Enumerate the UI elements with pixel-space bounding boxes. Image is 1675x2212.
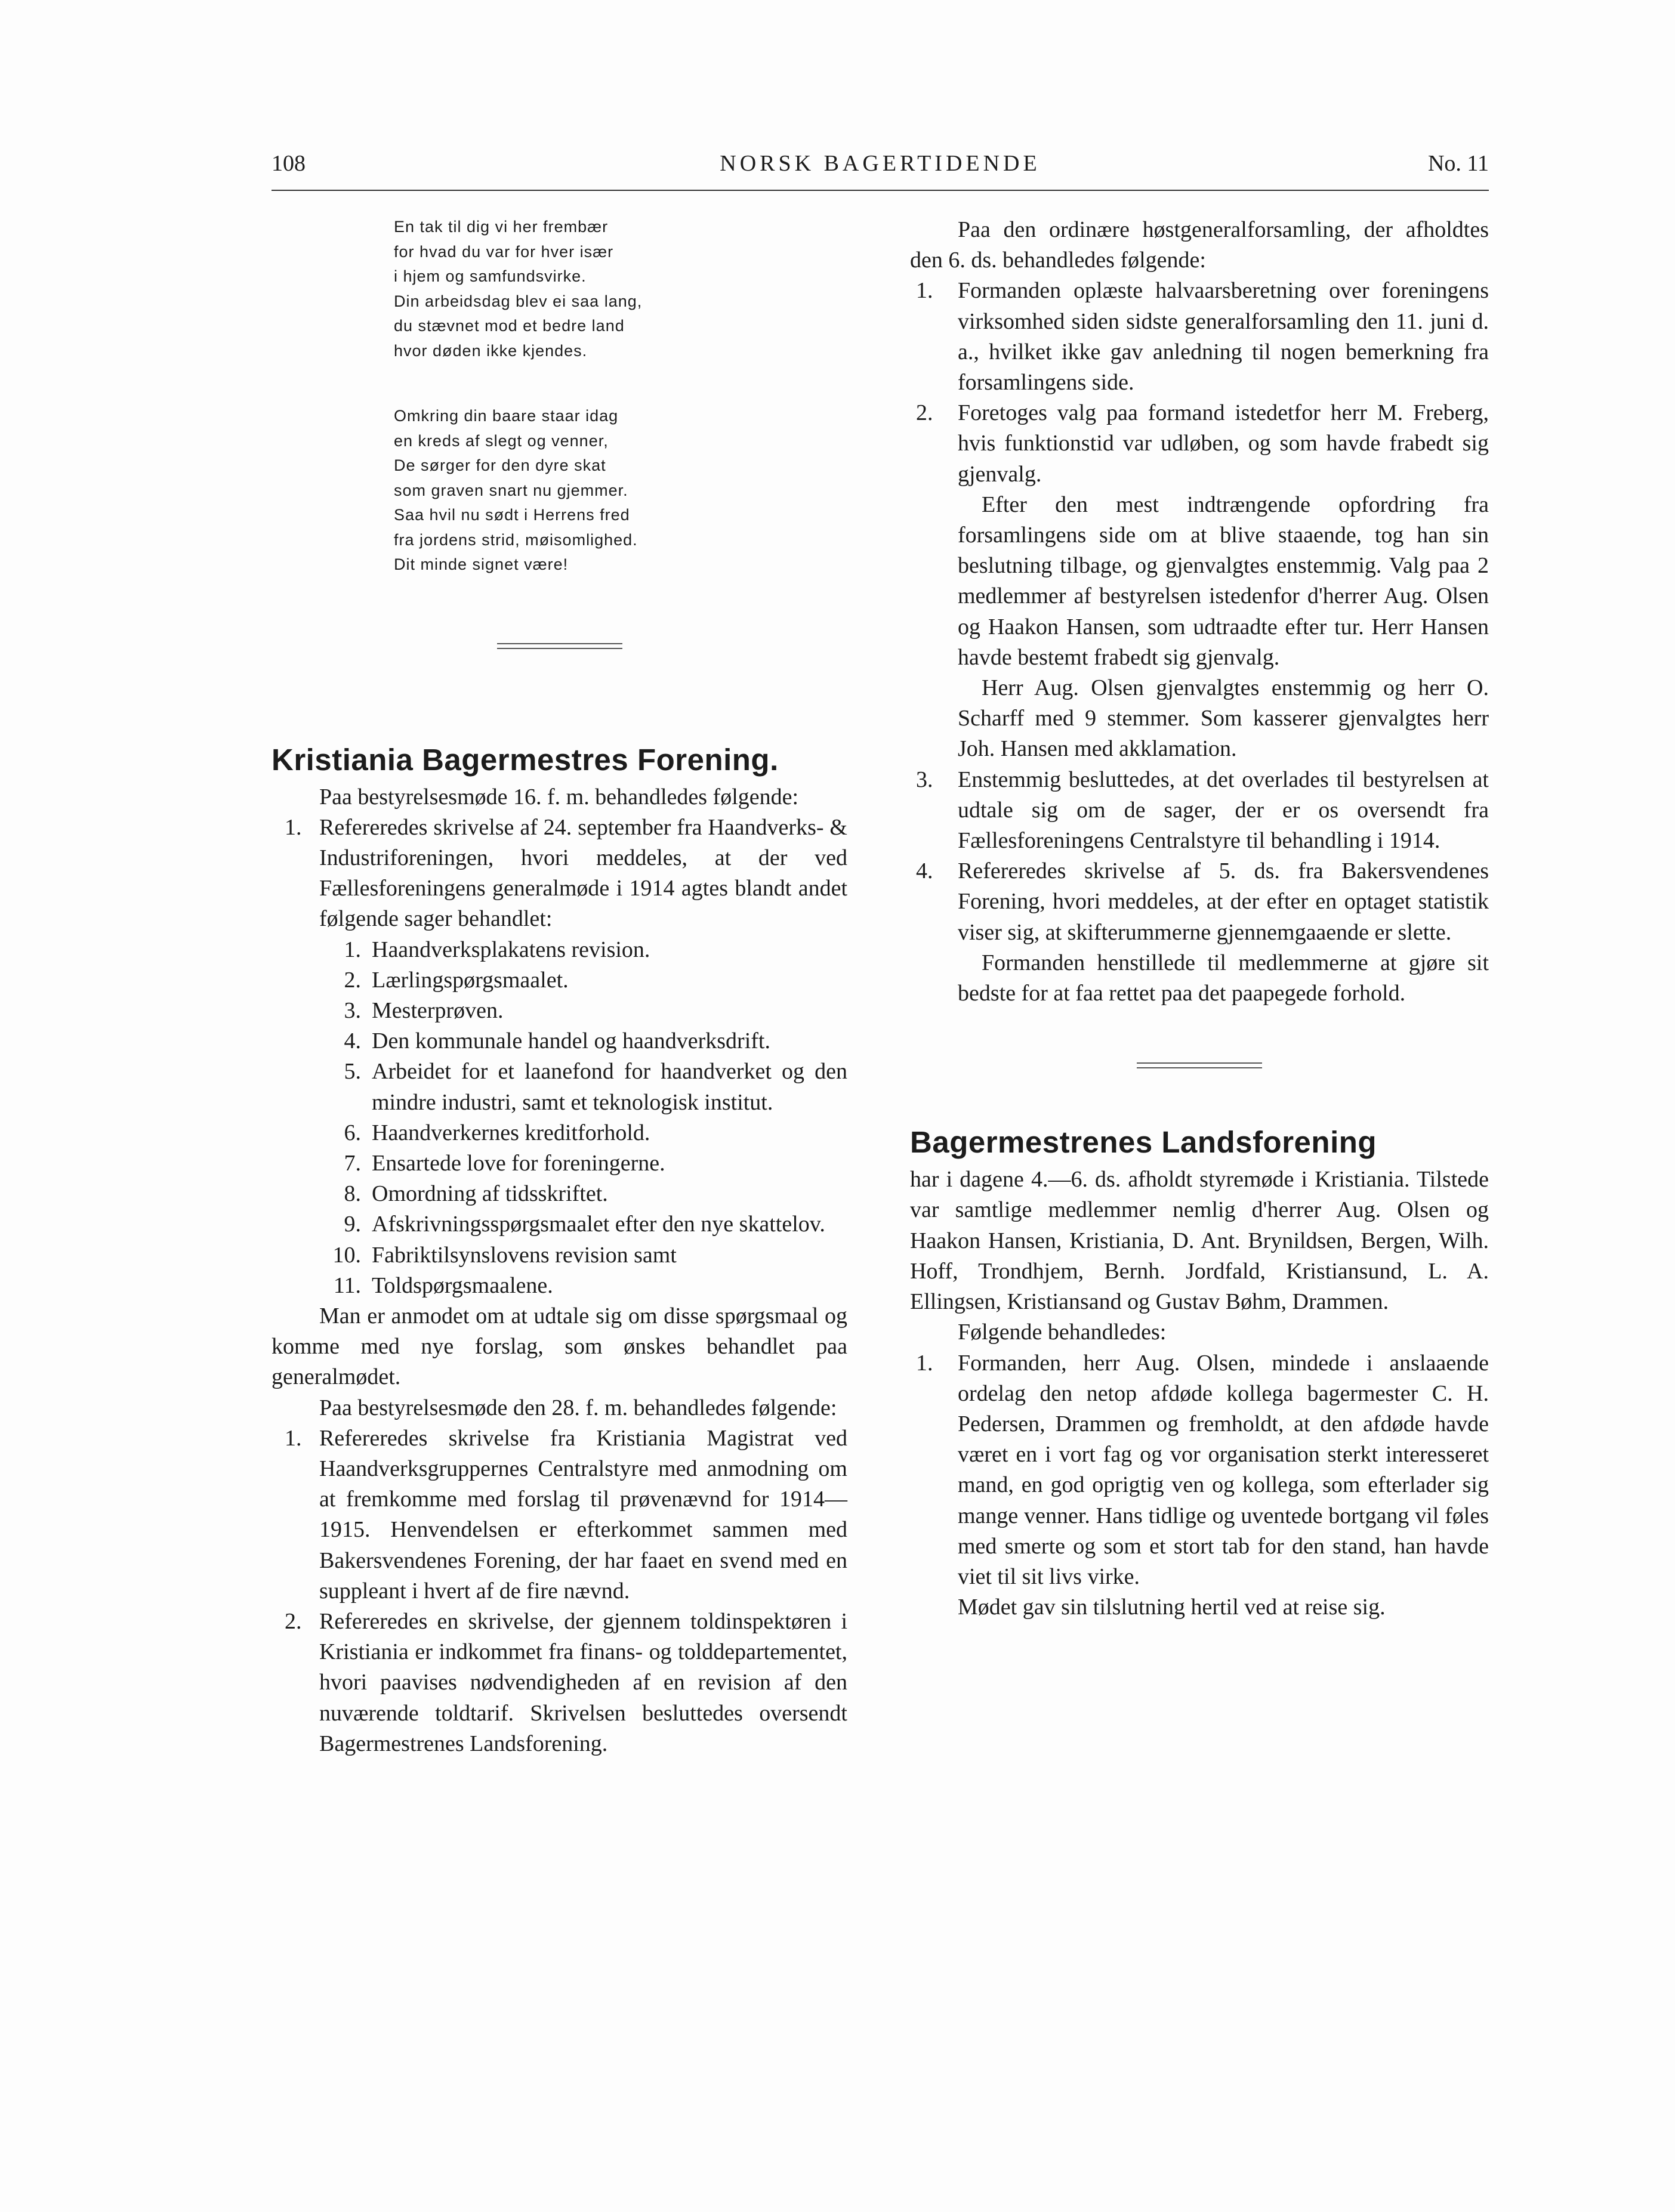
poem-stanza-2	[394, 404, 847, 577]
page-header	[272, 150, 1489, 186]
item-number: 1.	[344, 937, 361, 962]
sub-list-item	[272, 935, 847, 965]
list-item-continued	[910, 948, 1489, 1009]
list-item-continued	[910, 490, 1489, 765]
item-text: Fabriktilsynslovens revision samt	[372, 1242, 677, 1268]
poem-line: Dit minde signet være!	[394, 555, 569, 573]
item-number: 9.	[344, 1212, 361, 1237]
item-text: Haandverksplakatens revision.	[372, 937, 650, 962]
article-heading: Kristiania Bagermestres Forening.	[272, 742, 779, 777]
article-body	[272, 782, 847, 1760]
paragraph: Paa bestyrelsesmøde den 28. f. m. behandledes følgende:	[319, 1395, 837, 1420]
paragraph: Paa den ordinære høstgeneralforsamling, der afholdtes den 6. ds. behandledes følgende:	[910, 217, 1489, 273]
sub-list-item	[272, 1148, 847, 1179]
sub-list-item	[272, 1209, 847, 1240]
paragraph: Paa bestyrelsesmøde 16. f. m. behandledes følgende:	[319, 784, 799, 810]
item-text: Formanden, herr Aug. Olsen, mindede i anslaaende ordelag den netop afdøde kollega bagermester C. H. Pedersen, Drammen og fremholdt, at den afdøde havde været en i vort fag og vor organisation sterkt interesseret mand, en god oprigtig ven og kollega, som efterlader sig mange venner. Hans tidlige og uventede bortgang vil føles med smerte og som et stort tab for den stand, han havde viet til sit livs virke.	[958, 1350, 1489, 1589]
paragraph: Mødet gav sin tilslutning hertil ved at reise sig.	[958, 1595, 1386, 1620]
list-item	[910, 398, 1489, 490]
poem-line: som graven snart nu gjemmer.	[394, 481, 628, 499]
item-text: Foretoges valg paa formand istedetfor herr M. Freberg, hvis funktionstid var udløben, og som havde frabedt sig gjenvalg.	[958, 400, 1489, 487]
poem-line: En tak til dig vi her frembær	[394, 218, 609, 236]
poem-line: fra jordens strid, møisomlighed.	[394, 530, 638, 549]
item-number: 1.	[285, 1425, 302, 1451]
section-divider	[1137, 1062, 1262, 1071]
poem-line: en kreds af slegt og venner,	[394, 431, 609, 450]
item-number: 1.	[916, 1350, 933, 1376]
article-body	[910, 215, 1489, 1009]
journal-title: NORSK BAGERTIDENDE	[720, 151, 1041, 176]
poem	[394, 215, 847, 577]
item-number: 4.	[916, 858, 933, 884]
paragraph: Efter den mest indtrængende opfordring fra forsamlingens side om at blive staaende, tog han sin beslutning tilbage, og gjenvalgtes enstemmig. Valg paa 2 medlemmer af bestyrelsen istedenfor d'herrer Aug. Olsen og Haakon Hansen, som udtraadte efter tur. Herr Hansen havde bestemt frabedt sig gjenvalg.	[958, 492, 1489, 670]
item-number: 11.	[333, 1272, 361, 1298]
item-text: Refereredes skrivelse af 5. ds. fra Bakersvendenes Forening, hvori meddeles, at der efter en optaget statistik viser sig, at skifterummerne gjennemgaaende er slette.	[958, 858, 1489, 945]
item-text: Formanden oplæste halvaarsberetning over foreningens virksomhed siden sidste generalforsamling den 11. juni d. a., hvilket ikke gav anledning til nogen bemerkning fra forsamlingens side.	[958, 278, 1489, 396]
sub-list-item	[272, 1026, 847, 1056]
poem-line: Omkring din baare staar idag	[394, 407, 619, 425]
article-heading: Bagermestrenes Landsforening	[910, 1125, 1377, 1160]
item-number: 8.	[344, 1181, 361, 1207]
list-item	[272, 812, 847, 935]
list-item	[910, 276, 1489, 398]
poem-line: du stævnet mod et bedre land	[394, 317, 625, 335]
item-text: Enstemmig besluttedes, at det overlades til bestyrelsen at udtale sig om de sager, der er os oversendt fra Fællesforeningens Centralstyre til behandling i 1914.	[958, 767, 1489, 854]
sub-list-item	[272, 965, 847, 996]
item-number: 1.	[285, 814, 302, 840]
item-text: Haandverkernes kreditforhold.	[372, 1120, 650, 1145]
item-number: 1.	[916, 278, 933, 304]
item-text: Ensartede love for foreningerne.	[372, 1150, 665, 1176]
item-number: 2.	[916, 400, 933, 426]
poem-line: hvor døden ikke kjendes.	[394, 341, 588, 360]
item-number: 3.	[344, 997, 361, 1023]
item-text: Toldspørgsmaalene.	[372, 1272, 553, 1298]
item-number: 2.	[285, 1608, 302, 1634]
item-text: Mesterprøven.	[372, 997, 504, 1023]
item-number: 5.	[344, 1059, 361, 1085]
sub-list-item	[272, 1056, 847, 1117]
sub-list-item	[272, 996, 847, 1026]
paragraph: Herr Aug. Olsen gjenvalgtes enstemmig og herr O. Scharff med 9 stemmer. Som kasserer gjenvalgtes herr Joh. Hansen med akklamation.	[958, 675, 1489, 762]
item-text: Omordning af tidsskriftet.	[372, 1181, 608, 1207]
poem-stanza-1	[394, 215, 847, 363]
page-number: 108	[272, 151, 306, 176]
sub-list-item	[272, 1240, 847, 1271]
left-column	[272, 215, 847, 1759]
sub-list-item	[272, 1118, 847, 1148]
poem-line: i hjem og samfundsvirke.	[394, 267, 587, 285]
paragraph: Formanden henstillede til medlemmerne at gjøre sit bedste for at faa rettet paa det paapegede forhold.	[958, 950, 1489, 1006]
list-item	[272, 1423, 847, 1607]
item-number: 7.	[344, 1150, 361, 1176]
item-number: 3.	[916, 767, 933, 792]
list-item	[910, 1348, 1489, 1593]
list-item	[272, 1607, 847, 1759]
poem-line: De sørger for den dyre skat	[394, 456, 606, 474]
item-text: Afskrivningsspørgsmaalet efter den nye skattelov.	[372, 1212, 825, 1237]
item-text: Refereredes en skrivelse, der gjennem toldinspektøren i Kristiania er indkommet fra finans- og tolddepartementet, hvori paavises nødvendigheden af en revision af den nuværende toldtarif. Skrivelsen besluttedes oversendt Bagermestrenes Landsforening.	[319, 1608, 847, 1756]
list-item	[910, 765, 1489, 857]
right-column	[910, 215, 1489, 1623]
paragraph: Følgende behandledes:	[958, 1320, 1167, 1345]
paragraph: har i dagene 4.—6. ds. afholdt styremøde i Kristiania. Tilstede var samtlige medlemmer nemlig d'herrer Aug. Olsen og Haakon Hansen, Kristiania, D. Ant. Brynildsen, Bergen, Wilh. Hoff, Trondhjem, Bernh. Jordfald, Kristiansund, L. A. Ellingsen, Kristiansand og Gustav Bøhm, Drammen.	[910, 1167, 1489, 1315]
paragraph: Man er anmodet om at udtale sig om disse spørgsmaal og komme med nye forslag, som ønskes behandlet paa generalmødet.	[272, 1303, 847, 1390]
item-text: Refereredes skrivelse af 24. september fra Haandverks- & Industriforeningen, hvori meddeles, at der ved Fællesforeningens generalmøde i 1914 agtes blandt andet følgende sager behandlet:	[319, 814, 847, 932]
poem-line: Din arbeidsdag blev ei saa lang,	[394, 292, 643, 310]
item-number: 6.	[344, 1120, 361, 1145]
item-number: 2.	[344, 967, 361, 993]
sub-list-item	[272, 1179, 847, 1209]
item-number: 4.	[344, 1028, 361, 1054]
item-number: 10.	[332, 1242, 361, 1268]
item-text: Den kommunale handel og haandverksdrift.	[372, 1028, 770, 1054]
poem-line: Saa hvil nu sødt i Herrens fred	[394, 506, 630, 524]
poem-line: for hvad du var for hver især	[394, 242, 614, 261]
article-body	[910, 1164, 1489, 1623]
header-rule	[272, 190, 1489, 191]
item-text: Lærlingspørgsmaalet.	[372, 967, 569, 993]
list-item	[910, 856, 1489, 948]
sub-list-item	[272, 1271, 847, 1301]
issue-number: No. 11	[1427, 151, 1489, 176]
item-text: Refereredes skrivelse fra Kristiania Magistrat ved Haandverksgruppernes Centralstyre med anmodning om at fremkomme med forslag til prøvenævnd for 1914—1915. Henvendelsen er efterkommet sammen med Bakersvendenes Forening, der har faaet en svend med en suppleant i hvert af de fire nævnd.	[319, 1425, 847, 1604]
item-text: Arbeidet for et laanefond for haandverket og den mindre industri, samt et teknologisk institut.	[372, 1059, 847, 1115]
section-divider	[497, 643, 622, 651]
